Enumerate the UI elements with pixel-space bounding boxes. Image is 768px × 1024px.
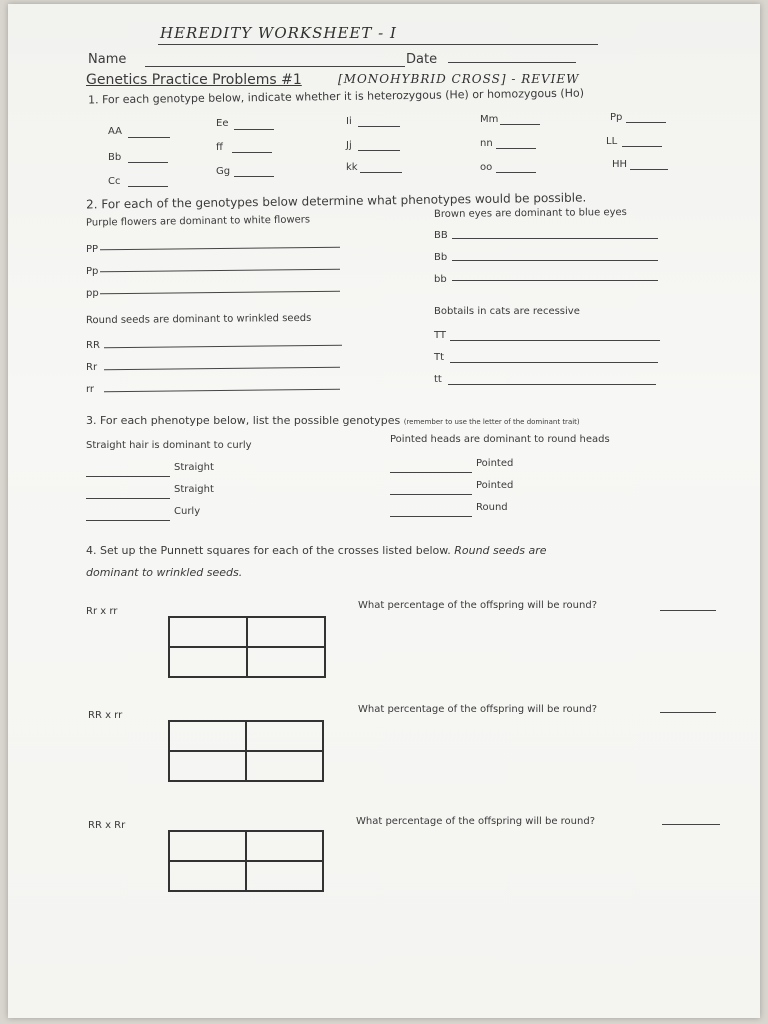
punnett-cell[interactable] [169, 751, 246, 781]
answer-blank[interactable] [358, 126, 400, 127]
genotype-item: HH [612, 159, 628, 170]
answer-blank[interactable] [496, 172, 536, 173]
q2-genotype: TT [434, 330, 447, 341]
q4-prompt-text: 4. Set up the Punnett squares for each of the crosses listed below. [86, 544, 451, 557]
answer-blank[interactable] [390, 472, 472, 473]
genotype-item: LL [606, 136, 618, 147]
q1-prompt: 1. For each genotype below, indicate whether it is heterozygous (He) or homozygous (Ho) [87, 86, 585, 107]
punnett-cell[interactable] [169, 721, 246, 751]
q2-genotype: rr [86, 384, 95, 395]
genotype-item: Ii [346, 116, 352, 127]
answer-blank[interactable] [86, 476, 170, 477]
answer-blank[interactable] [104, 345, 342, 348]
answer-blank[interactable] [450, 340, 660, 341]
q3-prompt [86, 414, 580, 427]
genotype-item: Pp [610, 112, 623, 123]
name-label: Name [88, 52, 127, 67]
cross-label: Rr x rr [86, 606, 118, 617]
answer-blank[interactable] [450, 362, 658, 363]
percentage-question: What percentage of the offspring will be round? [358, 704, 597, 715]
genotype-item: Gg [216, 166, 231, 177]
q3-group2-heading: Pointed heads are dominant to round heads [390, 434, 610, 445]
q3-phenotype: Pointed [476, 458, 514, 469]
q2-prompt: 2. For each of the genotypes below determine what phenotypes would be possible. [85, 190, 587, 212]
genotype-item: Cc [108, 176, 121, 187]
punnett-cell[interactable] [246, 861, 323, 891]
q4-prompt-italic: Round seeds are [454, 544, 547, 557]
answer-blank[interactable] [232, 152, 272, 153]
genotype-item: Ee [216, 118, 229, 129]
punnett-square[interactable] [168, 830, 324, 892]
answer-blank[interactable] [452, 238, 658, 239]
title-underline [158, 44, 598, 45]
punnett-cell[interactable] [246, 751, 323, 781]
q2-genotype: PP [86, 244, 99, 255]
answer-blank[interactable] [452, 260, 658, 261]
answer-blank[interactable] [86, 520, 170, 521]
answer-blank[interactable] [100, 291, 340, 295]
answer-blank[interactable] [660, 712, 716, 713]
punnett-square[interactable] [168, 616, 326, 678]
q2-group1-heading: Purple flowers are dominant to white flowers [85, 214, 311, 229]
answer-blank[interactable] [128, 162, 168, 163]
answer-blank[interactable] [234, 129, 274, 130]
answer-blank[interactable] [358, 150, 400, 151]
q2-genotype: Rr [86, 362, 98, 373]
answer-blank[interactable] [128, 137, 170, 138]
q3-phenotype: Straight [174, 462, 214, 473]
answer-blank[interactable] [104, 367, 340, 370]
genotype-item: nn [480, 138, 493, 149]
genotype-item: AA [108, 126, 122, 137]
cross-label: RR x rr [88, 710, 123, 721]
answer-blank[interactable] [662, 824, 720, 825]
q3-phenotype: Curly [174, 506, 201, 517]
punnett-cell[interactable] [246, 831, 323, 861]
q2-genotype: Pp [86, 266, 99, 277]
answer-blank[interactable] [630, 169, 668, 170]
q2-genotype: pp [86, 288, 99, 299]
q2-genotype: RR [86, 340, 100, 351]
q2-genotype: Tt [434, 352, 445, 363]
q2-group2-heading: Brown eyes are dominant to blue eyes [433, 206, 627, 221]
punnett-cell[interactable] [247, 617, 325, 647]
answer-blank[interactable] [86, 498, 170, 499]
percentage-question: What percentage of the offspring will be round? [356, 816, 595, 827]
answer-blank[interactable] [128, 186, 168, 187]
answer-blank[interactable] [626, 122, 666, 123]
q4-prompt-line2: dominant to wrinkled seeds. [86, 566, 243, 579]
answer-blank[interactable] [500, 124, 540, 125]
subtitle-note: [MONOHYBRID CROSS] - REVIEW [338, 72, 580, 86]
punnett-cell[interactable] [169, 831, 246, 861]
punnett-cell[interactable] [246, 721, 323, 751]
answer-blank[interactable] [390, 494, 472, 495]
q2-group4-heading: Bobtails in cats are recessive [434, 306, 580, 317]
q3-prompt-note: (remember to use the letter of the dominant trait) [403, 418, 580, 426]
answer-blank[interactable] [496, 148, 536, 149]
worksheet-page [8, 4, 760, 1018]
answer-blank[interactable] [234, 176, 274, 177]
punnett-cell[interactable] [247, 647, 325, 677]
genotype-item: Jj [346, 140, 352, 151]
answer-blank[interactable] [100, 247, 340, 251]
q3-phenotype: Pointed [476, 480, 514, 491]
genotype-item: ff [216, 142, 223, 153]
genotype-item: Bb [108, 152, 122, 163]
punnett-cell[interactable] [169, 647, 247, 677]
punnett-cell[interactable] [169, 617, 247, 647]
answer-blank[interactable] [448, 384, 656, 385]
answer-blank[interactable] [452, 280, 658, 281]
q2-genotype: Bb [434, 252, 448, 263]
q4-prompt-line1 [86, 544, 547, 557]
genotype-item: oo [480, 162, 493, 173]
answer-blank[interactable] [390, 516, 472, 517]
worksheet-title: HEREDITY WORKSHEET - I [160, 24, 397, 42]
cross-label: RR x Rr [88, 820, 126, 831]
answer-blank[interactable] [360, 172, 402, 173]
q3-phenotype: Straight [174, 484, 214, 495]
q2-group3-heading: Round seeds are dominant to wrinkled seeds [85, 312, 312, 327]
q2-genotype: BB [434, 230, 448, 241]
q3-prompt-text: 3. For each phenotype below, list the possible genotypes [86, 414, 401, 427]
answer-blank[interactable] [100, 269, 340, 273]
q3-group1-heading: Straight hair is dominant to curly [86, 440, 252, 451]
punnett-square[interactable] [168, 720, 324, 782]
date-field[interactable] [448, 62, 576, 63]
name-field[interactable] [145, 66, 405, 67]
q2-genotype: bb [434, 274, 447, 285]
subtitle: Genetics Practice Problems #1 [86, 72, 302, 88]
answer-blank[interactable] [660, 610, 716, 611]
answer-blank[interactable] [104, 389, 340, 392]
q2-genotype: tt [434, 374, 442, 385]
genotype-item: kk [346, 162, 358, 173]
q3-phenotype: Round [476, 502, 508, 513]
percentage-question: What percentage of the offspring will be round? [358, 600, 597, 611]
genotype-item: Mm [480, 114, 499, 125]
date-label: Date [406, 52, 438, 67]
punnett-cell[interactable] [169, 861, 246, 891]
answer-blank[interactable] [622, 146, 662, 147]
